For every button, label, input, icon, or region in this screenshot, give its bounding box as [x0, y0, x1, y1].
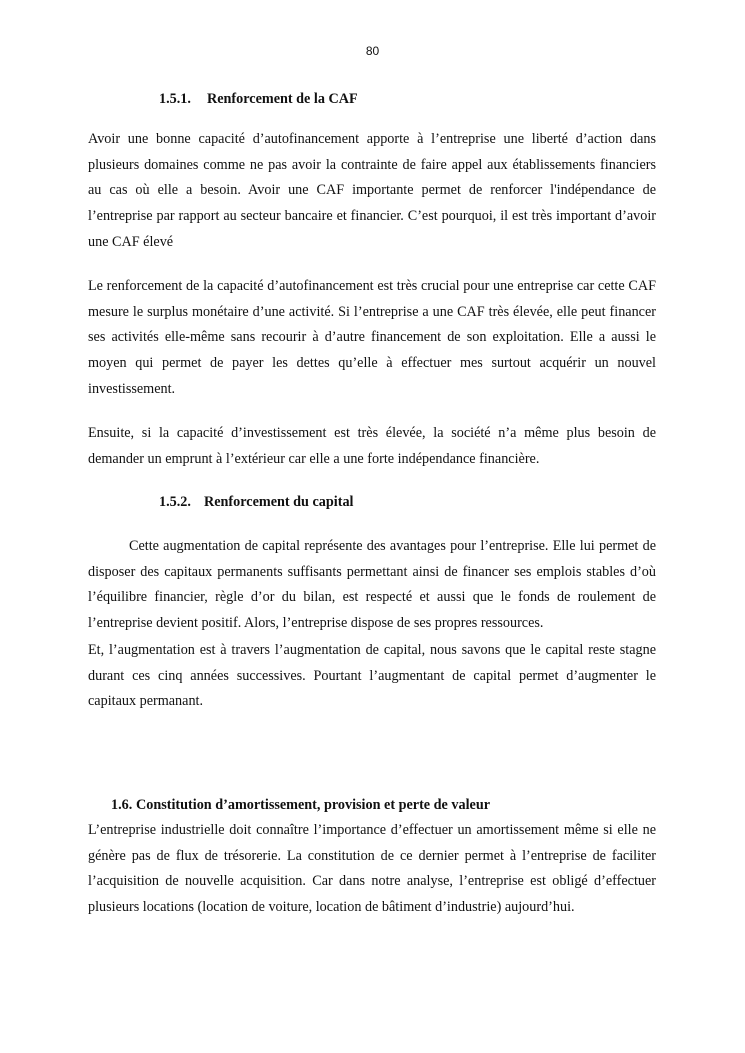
section-heading-1-5-2 — [159, 494, 353, 511]
page-number: 80 — [365, 44, 380, 58]
section-number: 1.5.2. — [159, 494, 191, 510]
paragraph: L’entreprise industrielle doit connaître l’importance d’effectuer un amortissement même si elle ne génère pas de flux de trésorerie. La constitution de ce dernier permet à l’entreprise de faciliter l’acquisition de nouvelle acquisition. Car dans notre analyse, l’entreprise est obligé d’effectuer plusieurs locations (location de voiture, location de bâtiment d’industrie) aujourd’hui. — [88, 822, 656, 916]
paragraph: Le renforcement de la capacité d’autofinancement est très crucial pour une entreprise car cette CAF mesure le surplus monétaire d’une activité. Si l’entreprise a une CAF très élevée, elle peut financer ses activités elle-même sans recourir à d’autre financement de son exploitation. Elle a aussi le moyen qui permet de payer les dettes qu’elle à effectuer mes surtout acquérir un nouvel investissement. — [88, 278, 656, 397]
section-heading-1-6 — [111, 797, 490, 814]
paragraph: Cette augmentation de capital représente des avantages pour l’entreprise. Elle lui permet de disposer des capitaux permanents suffisants permettant ainsi de financer ses emplois stables d’où l’équilibre financier, règle d’or du bilan, est respecté et aussi que le fonds de roulement de l’entreprise devient positif. Alors, l’entreprise dispose de ses propres ressources. — [88, 538, 656, 632]
section-title: Renforcement de la CAF — [207, 91, 358, 107]
section-number: 1.6. — [111, 797, 133, 813]
section-title: Renforcement du capital — [204, 494, 354, 510]
paragraph: Avoir une bonne capacité d’autofinancement apporte à l’entreprise une liberté d’action dans plusieurs domaines comme ne pas avoir la contrainte de faire appel aux établissements financiers au cas où elle a besoin. Avoir une CAF importante permet de renforcer l'indépendance de l’entreprise par rapport au secteur bancaire et financier. C’est pourquoi, il est très important d’avoir une CAF élevé — [88, 131, 656, 250]
paragraph: Ensuite, si la capacité d’investissement est très élevée, la société n’a même plus besoin de demander un emprunt à l’extérieur car elle a une forte indépendance financière. — [88, 425, 656, 467]
section-number: 1.5.1. — [159, 91, 191, 107]
paragraph: Et, l’augmentation est à travers l’augmentation de capital, nous savons que le capital reste stagne durant ces cinq années successives. Pourtant l’augmentant de capital permet d’augmenter le capitaux permanant. — [88, 642, 656, 710]
section-heading-1-5-1 — [159, 91, 358, 108]
section-title: Constitution d’amortissement, provision et perte de valeur — [136, 797, 491, 813]
